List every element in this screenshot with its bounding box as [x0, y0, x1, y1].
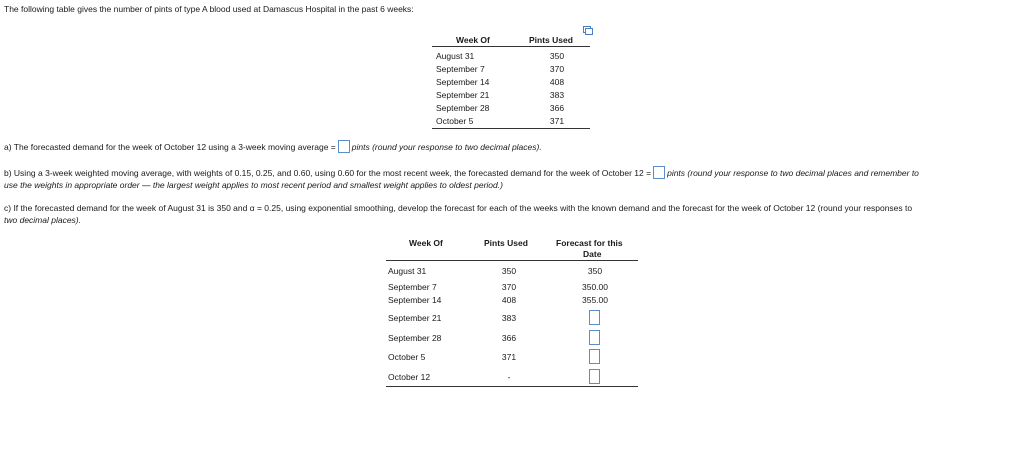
part-b-answer-input[interactable]: [653, 166, 665, 179]
table-row-forecast: 350: [587, 266, 603, 276]
part-a-suffix: pints (round your response to two decimal places).: [351, 142, 542, 152]
part-b-text: b) Using a 3-week weighted moving average, with weights of 0.15, 0.25, and 0.60, using 0.60 for the most recent week, the forecasted demand for the week of October 12 =: [4, 168, 652, 178]
table-row-pints: 383: [501, 313, 517, 323]
header-pints-used: Pints Used: [529, 35, 573, 45]
table-row-week: September 7: [388, 282, 437, 292]
header-week-of: Week Of: [409, 238, 443, 248]
header-divider: [432, 46, 590, 47]
forecast-input-october-5[interactable]: [589, 349, 600, 364]
part-a-text: a) The forecasted demand for the week of October 12 using a 3-week moving average =: [4, 142, 336, 152]
table-row-week: September 28: [388, 333, 442, 343]
part-b: [4, 166, 919, 179]
header-forecast: Forecast for this: [556, 238, 623, 248]
table-row-week: August 31: [388, 266, 427, 276]
table-row-week: September 28: [436, 103, 490, 113]
part-a: [4, 140, 542, 153]
forecast-input-september-28[interactable]: [589, 330, 600, 345]
table-row-week: September 21: [388, 313, 442, 323]
table-bottom-border: [432, 128, 590, 129]
table-row-week: October 5: [436, 116, 474, 126]
table-row-pints: 408: [549, 77, 565, 87]
table-row-pints: 370: [549, 64, 565, 74]
table-row-week: September 14: [436, 77, 490, 87]
forecast-input-september-21[interactable]: [589, 310, 600, 325]
table-row-pints: 350: [549, 51, 565, 61]
intro-text: The following table gives the number of pints of type A blood used at Damascus Hospital in the past 6 weeks:: [4, 4, 414, 14]
table-row-pints: 408: [501, 295, 517, 305]
table-bottom-border: [386, 386, 638, 387]
table-row-week: August 31: [436, 51, 475, 61]
table-row-pints: 370: [501, 282, 517, 292]
header-pints-used: Pints Used: [484, 238, 528, 248]
part-b-suffix: pints (round your response to two decimal places and remember to: [667, 168, 919, 178]
header-forecast-date: Date: [583, 249, 602, 259]
table-row-week: October 5: [388, 352, 426, 362]
table-row-pints: 371: [501, 352, 517, 362]
table-row-week: October 12: [388, 372, 431, 382]
part-b-line2: use the weights in appropriate order — the largest weight applies to most recent period and smallest weight applies to oldest period.): [4, 180, 503, 190]
header-week-of: Week Of: [456, 35, 490, 45]
table-row-week: September 7: [436, 64, 485, 74]
copy-table-icon[interactable]: [583, 25, 593, 35]
table-row-week: September 21: [436, 90, 490, 100]
table-row-pints: 350: [501, 266, 517, 276]
part-c-line2: two decimal places).: [4, 215, 82, 225]
table-row-forecast: 355.00: [582, 295, 608, 305]
table-row-pints: 366: [501, 333, 517, 343]
table-row-pints: 366: [549, 103, 565, 113]
table-row-week: September 14: [388, 295, 442, 305]
part-a-answer-input[interactable]: [338, 140, 350, 153]
table-row-forecast: 350.00: [582, 282, 608, 292]
part-c-line1: c) If the forecasted demand for the week of August 31 is 350 and α = 0.25, using exponential smoothing, develop the forecast for each of the weeks with the known demand and the forecast for the week of October 12 (round your responses to: [4, 203, 913, 213]
table-row-pints: 383: [549, 90, 565, 100]
forecast-input-october-12[interactable]: [589, 369, 600, 384]
table-row-pints: -: [507, 372, 511, 382]
table-row-pints: 371: [549, 116, 565, 126]
header-divider: [386, 260, 638, 261]
